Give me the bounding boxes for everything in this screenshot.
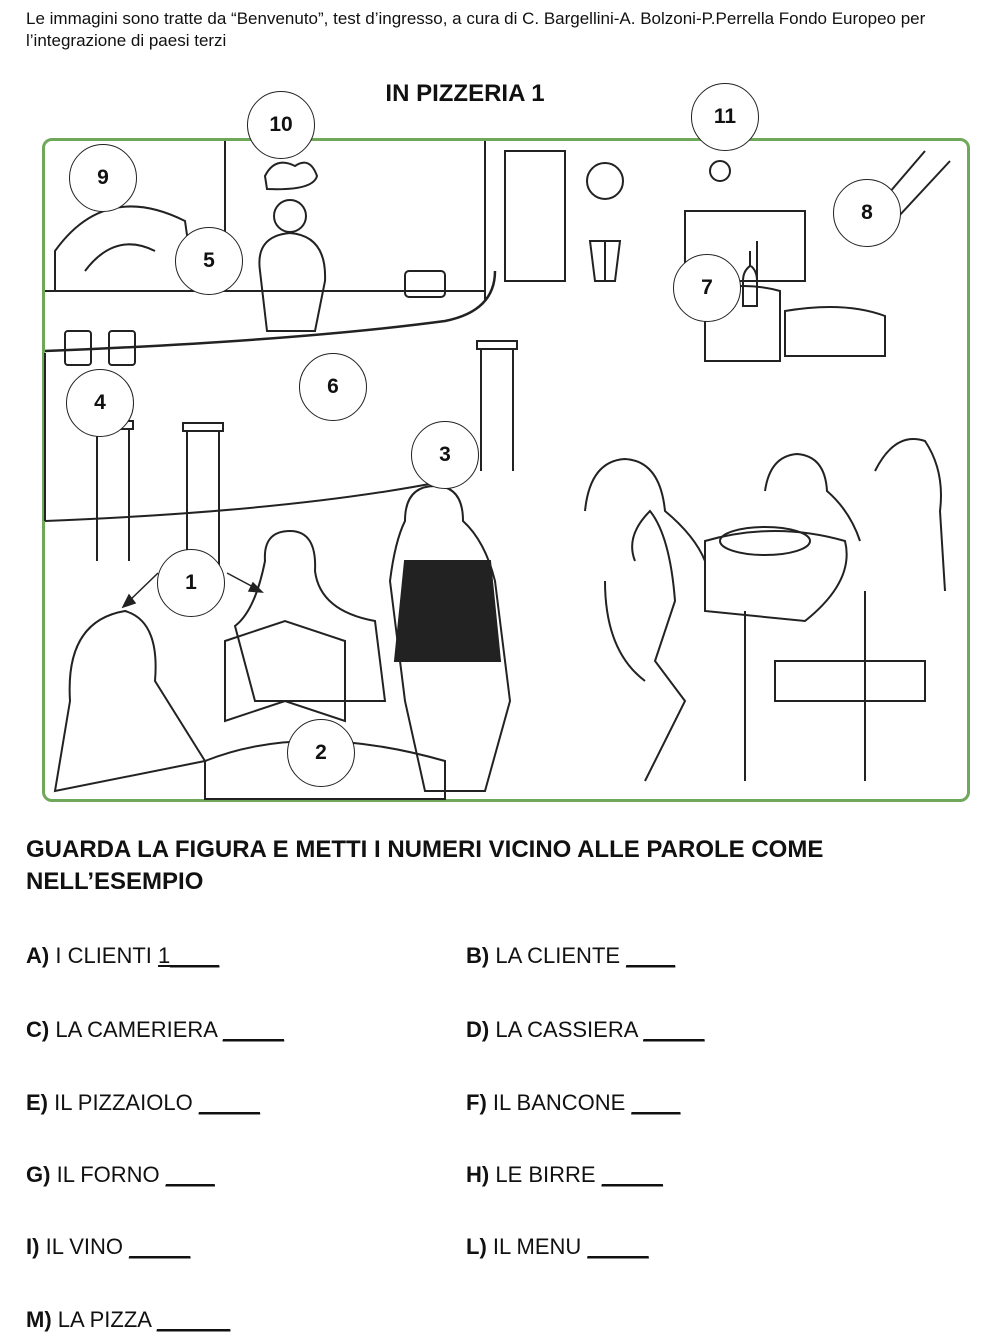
- answer-blank[interactable]: 1____: [158, 943, 220, 968]
- answer-item-g: G) IL FORNO ____: [26, 1162, 215, 1187]
- instruction-text: GUARDA LA FIGURA E METTI I NUMERI VICINO ALLE PAROLE COME NELL’ESEMPIO: [26, 836, 824, 895]
- answer-blank[interactable]: _____: [222, 1017, 285, 1042]
- cliente-woman: [55, 611, 205, 791]
- number-badge-3: 3: [411, 421, 479, 489]
- answer-blank[interactable]: _____: [643, 1017, 705, 1042]
- page-title: IN PIZZERIA 1: [385, 80, 545, 107]
- number-badge-1: 1: [157, 549, 225, 617]
- door: [505, 151, 565, 281]
- answer-item-e: E) IL PIZZAIOLO _____: [26, 1090, 260, 1115]
- pizzeria-illustration: [42, 105, 970, 802]
- number-badge-8: 8: [833, 179, 901, 247]
- answer-blank[interactable]: ____: [631, 1090, 681, 1115]
- wine-bottle: [743, 251, 757, 306]
- number-badge-5: 5: [175, 227, 243, 295]
- answer-blank[interactable]: ____: [165, 1162, 215, 1187]
- answer-item-a: A) I CLIENTI 1____: [26, 943, 220, 968]
- answer-item-f: F) IL BANCONE ____: [466, 1090, 681, 1115]
- answer-item-h: H) LE BIRRE _____: [466, 1162, 663, 1187]
- credit-line: Le immagini sono tratte da “Benvenuto”, test d’ingresso, a cura di C. Bargellini-A. Bolzoni-P.Perrella Fondo Europeo per l’integrazione di paesi terzi: [26, 9, 926, 50]
- counter: [45, 271, 495, 351]
- oven: [55, 206, 195, 291]
- answer-blank[interactable]: _____: [129, 1234, 191, 1259]
- table-right: [705, 531, 847, 621]
- answer-item-m: M) LA PIZZA ______: [26, 1307, 231, 1332]
- answer-blank[interactable]: _____: [198, 1090, 260, 1115]
- answer-item-b: B) LA CLIENTE ____: [466, 943, 676, 968]
- answer-item-i: I) IL VINO _____: [26, 1234, 191, 1259]
- answer-blank[interactable]: _____: [601, 1162, 663, 1187]
- number-badge-9: 9: [69, 144, 137, 212]
- number-badge-11: 11: [691, 83, 759, 151]
- pizzaiolo: [265, 163, 317, 190]
- number-badge-4: 4: [66, 369, 134, 437]
- number-badge-10: 10: [247, 91, 315, 159]
- answer-item-l: L) IL MENU _____: [466, 1234, 649, 1259]
- answer-item-d: D) LA CASSIERA _____: [466, 1017, 705, 1042]
- number-badge-2: 2: [287, 719, 355, 787]
- answer-blank[interactable]: _____: [587, 1234, 649, 1259]
- cliente-man: [235, 531, 385, 701]
- menu: [225, 621, 345, 721]
- answer-blank[interactable]: ______: [156, 1307, 231, 1332]
- cassiera: [710, 161, 730, 181]
- number-badge-6: 6: [299, 353, 367, 421]
- answer-item-c: C) LA CAMERIERA _____: [26, 1017, 285, 1042]
- number-badge-7: 7: [673, 254, 741, 322]
- answer-blank[interactable]: ____: [626, 943, 676, 968]
